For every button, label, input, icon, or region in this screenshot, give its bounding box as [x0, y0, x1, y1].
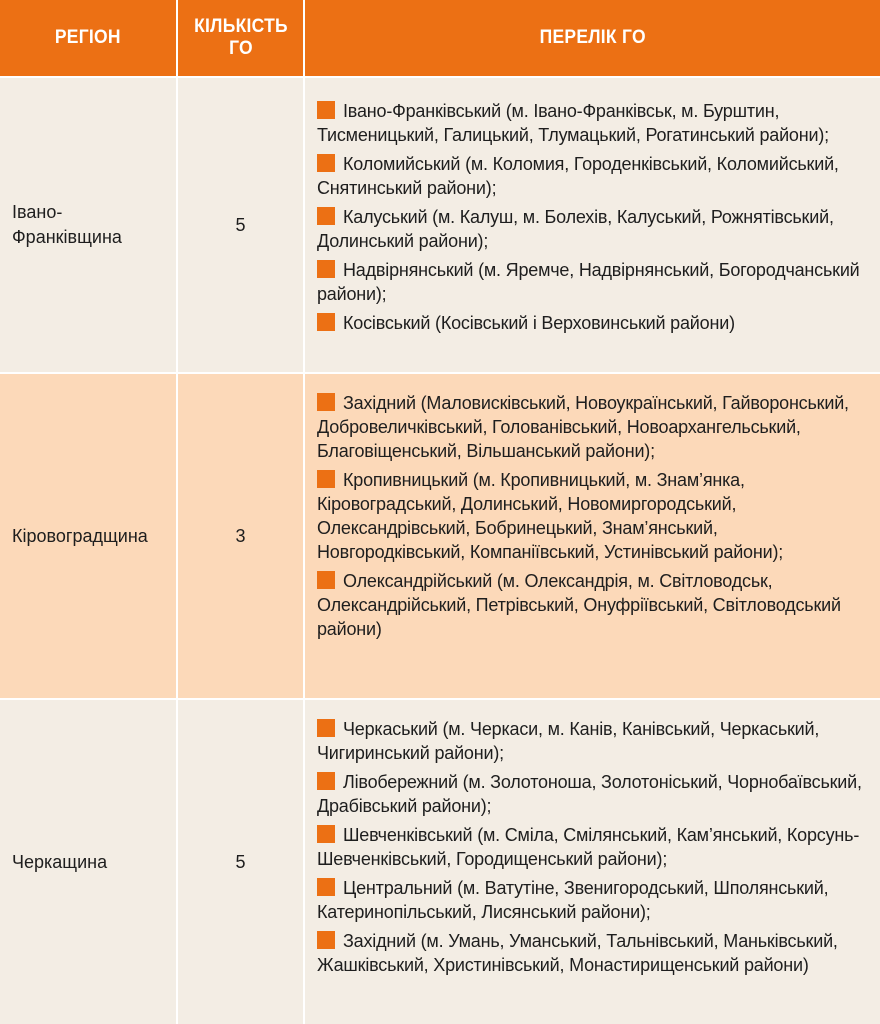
- table-row-count: [178, 700, 305, 1024]
- ngo-count: 5: [235, 214, 246, 235]
- ngo-list: [305, 700, 880, 1024]
- region-name: Івано-Франківщина: [12, 202, 122, 247]
- table-row-region: [0, 374, 178, 700]
- square-bullet-icon: [317, 313, 335, 331]
- header-list: ПЕРЕЛІК ГО: [539, 27, 646, 48]
- list-item: Надвірнянський (м. Яремче, Надвірнянський, Богородчанський райони);: [317, 260, 860, 304]
- list-item: Калуський (м. Калуш, м. Болехів, Калуський, Рожнятівський, Долинський райони);: [317, 207, 834, 251]
- list-item: Олександрійський (м. Олександрія, м. Світловодськ, Олександрійський, Петрівський, Онуфріївський, Світловодський райони): [317, 571, 841, 639]
- square-bullet-icon: [317, 470, 335, 488]
- list-item: Лівобережний (м. Золотоноша, Золотоніський, Чорнобаївський, Драбівський райони);: [317, 772, 862, 816]
- ngo-list: [305, 78, 880, 374]
- header-list-cell: [305, 0, 880, 78]
- square-bullet-icon: [317, 101, 335, 119]
- square-bullet-icon: [317, 931, 335, 949]
- list-item: Західний (Маловисківський, Новоукраїнський, Гайворонський, Добровеличківський, Голованівський, Новоархангельський, Благовіщенський, Вільшанський райони);: [317, 393, 849, 461]
- list-item: Івано-Франківський (м. Івано-Франківськ, м. Бурштин, Тисменицький, Галицький, Тлумацький, Рогатинський райони);: [317, 101, 829, 145]
- list-item: Косівський (Косівський і Верховинський райони): [317, 311, 870, 335]
- region-name: Кіровоградщина: [12, 525, 148, 546]
- ngo-count: 3: [235, 525, 246, 546]
- header-count: КІЛЬКІСТЬ ГО: [193, 16, 288, 59]
- list-item: Коломийський (м. Коломия, Городенківський, Коломийський, Снятинський райони);: [317, 154, 839, 198]
- header-region-cell: [0, 0, 178, 78]
- list-item: Центральний (м. Ватутіне, Звенигородський, Шполянський, Катеринопільський, Лисянський райони);: [317, 878, 829, 922]
- square-bullet-icon: [317, 878, 335, 896]
- table-row-region: [0, 78, 178, 374]
- square-bullet-icon: [317, 825, 335, 843]
- list-item: Західний (м. Умань, Уманський, Тальнівський, Маньківський, Жашківський, Христинівський, Монастирищенський райони): [317, 931, 838, 975]
- square-bullet-icon: [317, 719, 335, 737]
- header-region: РЕГІОН: [55, 27, 121, 48]
- table-row-count: [178, 78, 305, 374]
- list-item: Черкаський (м. Черкаси, м. Канів, Канівський, Черкаський, Чигиринський райони);: [317, 719, 820, 763]
- region-name: Черкащина: [12, 851, 108, 872]
- list-item: Шевченківський (м. Сміла, Смілянський, Кам’янський, Корсунь-Шевченківський, Городищенський райони);: [317, 825, 860, 869]
- square-bullet-icon: [317, 154, 335, 172]
- square-bullet-icon: [317, 207, 335, 225]
- square-bullet-icon: [317, 772, 335, 790]
- ngo-list: [305, 374, 880, 700]
- ngo-count: 5: [235, 851, 246, 872]
- list-item: Кропивницький (м. Кропивницький, м. Знам’янка, Кіровоградський, Долинський, Новомиргородський, Олександрівський, Бобринецький, Знам’янський, Новгородківський, Компаніївський, Устинівський райони);: [317, 470, 784, 562]
- square-bullet-icon: [317, 393, 335, 411]
- square-bullet-icon: [317, 571, 335, 589]
- header-count-cell: [178, 0, 305, 78]
- table-row-count: [178, 374, 305, 700]
- square-bullet-icon: [317, 260, 335, 278]
- table-row-region: [0, 700, 178, 1024]
